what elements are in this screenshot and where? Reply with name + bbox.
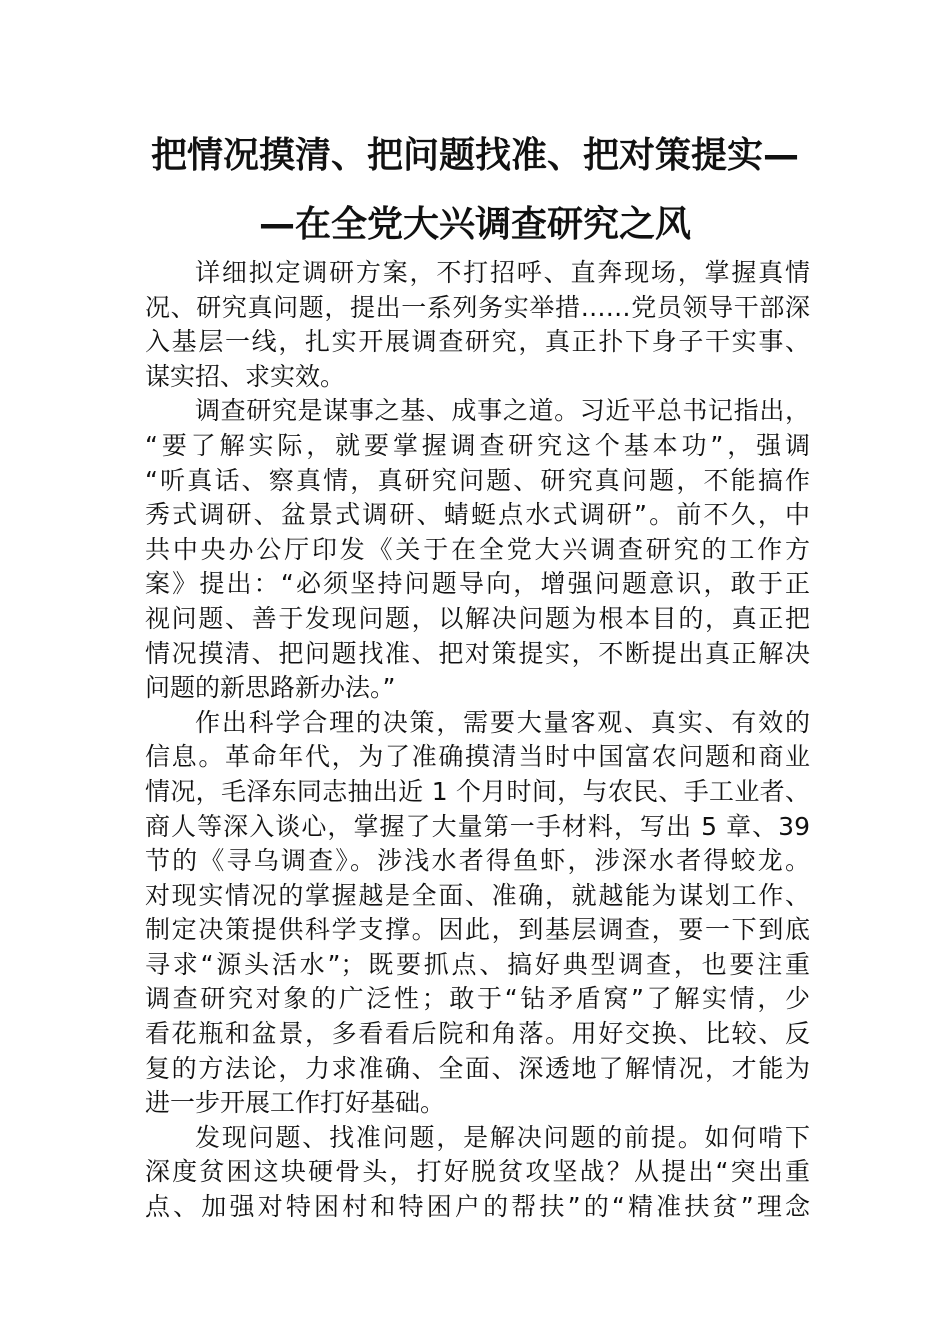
body-line: 调查研究对象的广泛性；敢于“钻矛盾窝”了解实情，少 [145,984,810,1014]
body-line: 寻求“源头活水”；既要抓点、搞好典型调查，也要注重 [145,949,810,979]
body-line: 情况，毛泽东同志抽出近 1 个月时间，与农民、手工业者、 [145,776,810,806]
body-line: 看花瓶和盆景，多看看后院和角落。用好交换、比较、反 [145,1019,810,1049]
body-line: 商人等深入谈心，掌握了大量第一手材料，写出 5 章、39 [145,811,810,841]
body-line: 对现实情况的掌握越是全面、准确，就越能为谋划工作、 [145,880,810,910]
body-line: 案》提出：“必须坚持问题导向，增强问题意识，敢于正 [145,569,810,599]
body-line: 制定决策提供科学支撑。因此，到基层调查，要一下到底 [145,915,810,945]
document-title-line-2: —在全党大兴调查研究之风 [258,204,691,245]
body-line: 况、研究真问题，提出一系列务实举措……党员领导干部深 [145,292,810,322]
body-line: 节的《寻乌调查》。涉浅水者得鱼虾，涉深水者得蛟龙。 [145,846,810,876]
body-line: 谋实招、求实效。 [145,361,346,391]
body-line: 问题的新思路新办法。” [145,673,396,703]
body-line: 作出科学合理的决策，需要大量客观、真实、有效的 [195,707,810,737]
document-title-line-1: 把情况摸清、把问题找准、把对策提实— [150,135,799,176]
body-line: 详细拟定调研方案，不打招呼、直奔现场，掌握真情 [195,258,810,287]
body-line: “要了解实际，就要掌握调查研究这个基本功”，强调 [145,430,810,460]
body-line: “听真话、察真情，真研究问题、研究真问题，不能搞作 [145,465,810,495]
body-line: 进一步开展工作打好基础。 [145,1088,446,1118]
body-line: 入基层一线，扎实开展调查研究，真正扑下身子干实事、 [145,327,810,357]
body-line: 点、加强对特困村和特困户的帮扶”的“精准扶贫”理念 [145,1192,810,1222]
body-line: 发现问题、找准问题，是解决问题的前提。如何啃下 [195,1122,810,1152]
document-body [145,256,810,1225]
body-line: 视问题、善于发现问题，以解决问题为根本目的，真正把 [145,603,810,633]
body-line: 共中央办公厅印发《关于在全党大兴调查研究的工作方 [145,534,810,564]
body-line: 调查研究是谋事之基、成事之道。习近平总书记指出， [195,396,810,426]
body-line: 信息。革命年代，为了准确摸清当时中国富农问题和商业 [145,742,810,772]
body-line: 情况摸清、把问题找准、把对策提实，不断提出真正解决 [145,638,810,668]
body-line: 秀式调研、盆景式调研、蜻蜓点水式调研”。前不久，中 [145,500,810,530]
body-line: 复的方法论，力求准确、全面、深透地了解情况，才能为 [145,1053,810,1083]
body-line: 深度贫困这块硬骨头，打好脱贫攻坚战？从提出“突出重 [145,1157,810,1187]
